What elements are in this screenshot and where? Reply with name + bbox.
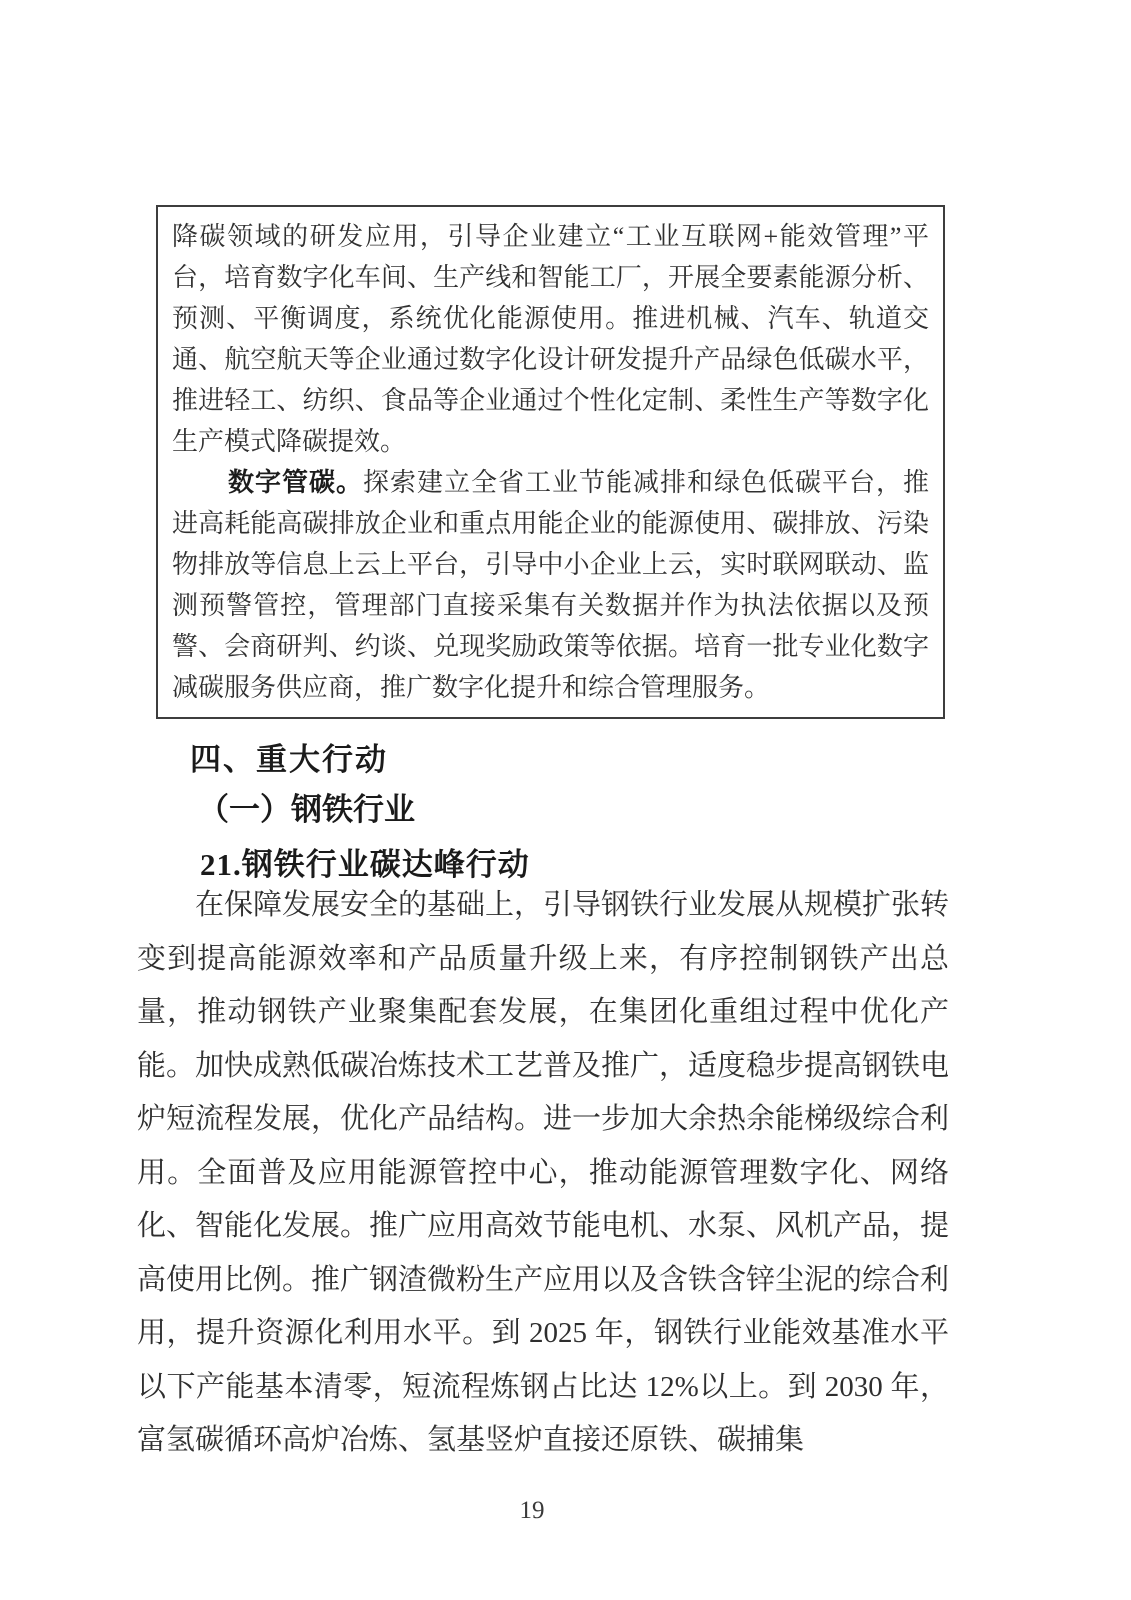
subsection-heading: （一）钢铁行业 [198, 792, 415, 827]
action-heading: 21.钢铁行业碳达峰行动 [200, 847, 530, 882]
body-paragraph: 在保障发展安全的基础上，引导钢铁行业发展从规模扩张转变到提高能源效率和产品质量升级上来，有序控制钢铁产出总量，推动钢铁产业聚集配套发展，在集团化重组过程中优化产能。加快成熟低碳冶炼技术工艺普及推广，适度稳步提高钢铁电炉短流程发展，优化产品结构。进一步加大余热余能梯级综合利用。全面普及应用能源管控中心，推动能源管理数字化、网络化、智能化发展。推广应用高效节能电机、水泵、风机产品，提高使用比例。推广钢渣微粉生产应用以及含铁含锌尘泥的综合利用，提升资源化利用水平。到 2025 年，钢铁行业能效基准水平以下产能基本清零，短流程炼钢占比达 12%以上。到 2030 年，富氢碳循环高炉冶炼、氢基竖炉直接还原铁、碳捕集 [137, 889, 950, 1456]
note-paragraph-digital-carbon [172, 462, 929, 708]
note-paragraph-continuation: 降碳领域的研发应用，引导企业建立“工业互联网+能效管理”平台，培育数字化车间、生产线和智能工厂，开展全要素能源分析、预测、平衡调度，系统优化能源使用。推进机械、汽车、轨道交通、航空航天等企业通过数字化设计研发提升产品绿色低碳水平，推进轻工、纺织、食品等企业通过个性化定制、柔性生产等数字化生产模式降碳提效。 [172, 222, 929, 456]
page-number: 19 [519, 1497, 545, 1524]
boxed-note [156, 205, 945, 719]
note-paragraph-lead: 数字管碳。 [228, 468, 363, 497]
section-heading: 四、重大行动 [190, 742, 388, 777]
note-paragraph-body: 探索建立全省工业节能减排和绿色低碳平台，推进高耗能高碳排放企业和重点用能企业的能源使用、碳排放、污染物排放等信息上云上平台，引导中小企业上云，实时联网联动、监测预警管控，管理部门直接采集有关数据并作为执法依据以及预警、会商研判、约谈、兑现奖励政策等依据。培育一批专业化数字减碳服务供应商，推广数字化提升和综合管理服务。 [172, 468, 929, 702]
